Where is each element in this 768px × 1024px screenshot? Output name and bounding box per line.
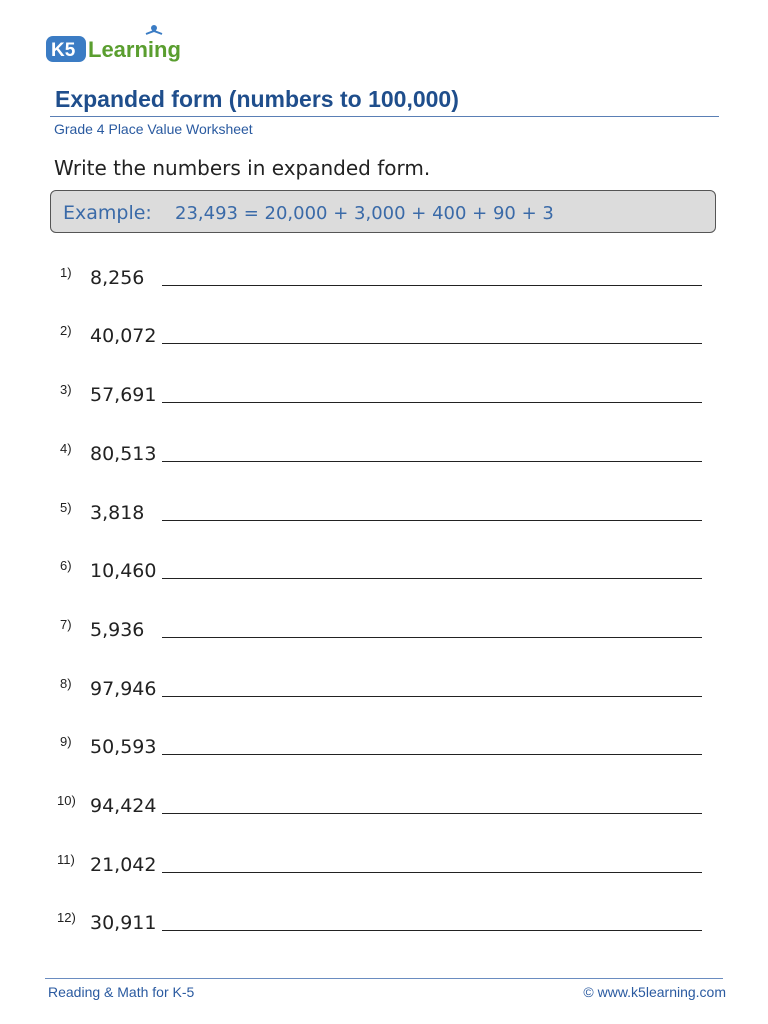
problem-value: 10,460 xyxy=(90,560,157,582)
problem-number: 5) xyxy=(60,500,72,515)
answer-line[interactable] xyxy=(162,696,702,697)
problem-11 xyxy=(0,852,768,882)
problem-number: 1) xyxy=(60,265,72,280)
footer-website: © www.k5learning.com xyxy=(583,984,726,1000)
logo-learning-text: Learning xyxy=(88,37,181,62)
page-title: Expanded form (numbers to 100,000) xyxy=(55,86,459,112)
problem-10 xyxy=(0,793,768,823)
problem-value: 30,911 xyxy=(90,912,157,934)
answer-line[interactable] xyxy=(162,930,702,931)
problem-value: 8,256 xyxy=(90,267,145,289)
problem-number: 8) xyxy=(60,676,72,691)
problem-number: 10) xyxy=(57,793,76,808)
answer-line[interactable] xyxy=(162,285,702,286)
problem-value: 5,936 xyxy=(90,619,145,641)
problem-number: 11) xyxy=(57,852,75,867)
instruction-text: Write the numbers in expanded form. xyxy=(54,156,431,180)
problem-5 xyxy=(0,500,768,530)
problem-12 xyxy=(0,910,768,940)
problem-2 xyxy=(0,323,768,353)
problem-number: 4) xyxy=(60,441,72,456)
problem-value: 80,513 xyxy=(90,443,157,465)
answer-line[interactable] xyxy=(162,813,702,814)
problem-value: 50,593 xyxy=(90,736,157,758)
k5-learning-logo xyxy=(44,22,204,66)
problem-3 xyxy=(0,382,768,412)
title-divider xyxy=(50,116,719,117)
page-subtitle: Grade 4 Place Value Worksheet xyxy=(54,121,253,137)
problem-9 xyxy=(0,734,768,764)
footer-divider xyxy=(45,978,723,979)
example-box xyxy=(50,190,716,233)
problem-number: 6) xyxy=(60,558,72,573)
problem-number: 2) xyxy=(60,323,72,338)
problem-value: 97,946 xyxy=(90,678,157,700)
answer-line[interactable] xyxy=(162,402,702,403)
footer-tagline: Reading & Math for K-5 xyxy=(48,984,195,1000)
problem-4 xyxy=(0,441,768,471)
problem-value: 3,818 xyxy=(90,502,145,524)
logo-k5-text: K5 xyxy=(51,40,76,61)
problem-1 xyxy=(0,265,768,295)
answer-line[interactable] xyxy=(162,637,702,638)
problem-number: 12) xyxy=(57,910,76,925)
problem-value: 21,042 xyxy=(90,854,157,876)
answer-line[interactable] xyxy=(162,578,702,579)
problem-value: 40,072 xyxy=(90,325,157,347)
problem-7 xyxy=(0,617,768,647)
answer-line[interactable] xyxy=(162,872,702,873)
example-label: Example: xyxy=(63,202,152,224)
answer-line[interactable] xyxy=(162,754,702,755)
problem-value: 57,691 xyxy=(90,384,157,406)
problem-8 xyxy=(0,676,768,706)
answer-line[interactable] xyxy=(162,461,702,462)
answer-line[interactable] xyxy=(162,343,702,344)
problem-6 xyxy=(0,558,768,588)
answer-line[interactable] xyxy=(162,520,702,521)
example-value: 23,493 = 20,000 + 3,000 + 400 + 90 + 3 xyxy=(175,203,554,224)
problem-number: 3) xyxy=(60,382,72,397)
problem-number: 9) xyxy=(60,734,72,749)
problem-number: 7) xyxy=(60,617,72,632)
problem-value: 94,424 xyxy=(90,795,157,817)
